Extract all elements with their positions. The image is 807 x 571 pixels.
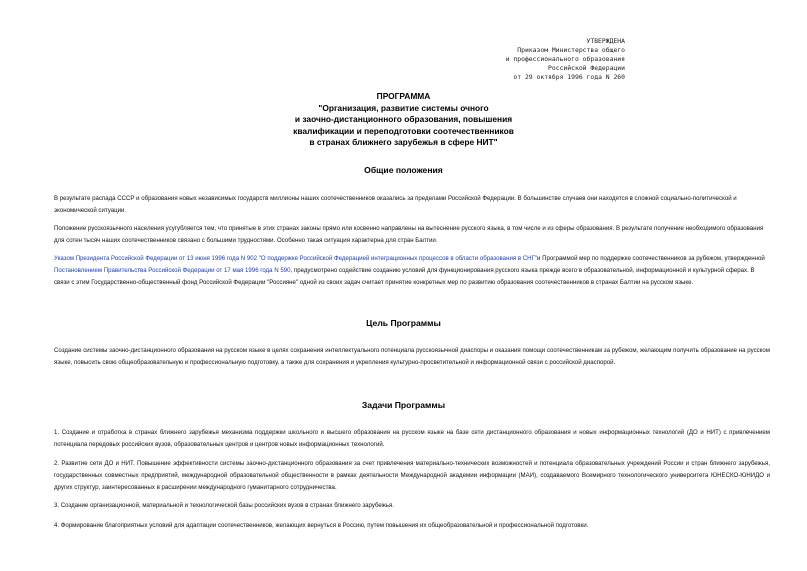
- task-item: 3. Создание организационной, материальной и технологической базы российских вузов в странах ближнего зарубежья.: [54, 502, 394, 509]
- paragraph-text: и Программой мер по поддержке соотечественников за рубежом, утвержденной: [537, 255, 765, 262]
- paragraph-text: , предусмотрено содействие созданию условий для функционирования русского языка прежде всего в образовательной, информационной и культурной сферах. В связи с этим Государственно-общественный фонд Российской Федерации "Россияне" одной из своих задач считает принятие конкретных мер по развитию образования соотечественников в странах Балтии на русском языке.: [54, 267, 755, 287]
- general-paragraph-1: В результате распада СССР и образования новых независимых государств миллионы наших соотечественников оказались за пределами Российской Федерации. В большинстве случаев они находятся в сложной социально-политической и экономической ситуации.: [54, 195, 737, 215]
- heading-program-goal: Цель Программы: [366, 318, 441, 328]
- task-item: 2. Развитие сети ДО и НИТ. Повышение эффективности системы заочно-дистанционного образования за счет привлечения материально-технических возможностей и потенциала образовательных учреждений России и стран ближнего зарубежья, государственных совместных предприятий, международной образовательной общественности в рамках деятельности Международной академии информации (МАИ), создаваемого Всемирного технологического университета ЮНЕСКО-ЮНИДО и других структур, заинтересованных в расширении международного гуманитарного сотрудничества.: [54, 460, 770, 492]
- title-line: квалификации и переподготовки соотечественников: [293, 125, 514, 136]
- general-paragraph-2: Положение русскоязычного населения усугубляется тем, что принятые в этих странах законы прямо или косвенно направлены на вытеснение русского языка, в том числе и из сферы образования. В результате получение необходимого образования для сотен тысяч наших соотечественников связано с большими трудностями. Особенно такая ситуация характерна для стран Балтии.: [54, 225, 764, 245]
- approval-line: от 29 октября 1996 года N 260: [513, 73, 625, 81]
- title-line: и заочно-дистанционного образования, повышения: [294, 114, 513, 125]
- task-item: 4. Формирование благоприятных условий для адаптации соотечественников, желающих вернуться в Россию, путем повышения их общеобразовательной и профессиональной подготовки.: [54, 522, 589, 529]
- approval-line: Российской Федерации: [548, 64, 625, 72]
- title-line: в странах ближнего зарубежья в сфере НИТ": [309, 137, 498, 148]
- approval-line: и профессионального образования: [505, 55, 625, 63]
- title-line: ПРОГРАММА: [376, 91, 431, 101]
- heading-program-tasks: Задачи Программы: [361, 400, 446, 410]
- general-paragraph-3: [38, 253, 770, 289]
- approval-line: Приказом Министерства общего: [517, 46, 625, 54]
- decree-link[interactable]: Указом Президента Российской Федерации от 13 июня 1996 года N 902 "О поддержке Российской Федерацией интеграционных процессов в области образования в СНГ": [54, 255, 538, 262]
- heading-general-provisions: Общие положения: [364, 165, 443, 175]
- program-title: [0, 91, 807, 149]
- resolution-link[interactable]: Постановлением Правительства Российской Федерации от 17 мая 1996 года N 590: [54, 267, 291, 275]
- approval-line: УТВЕРЖДЕНА: [586, 37, 625, 45]
- approval-stamp: [506, 37, 625, 82]
- task-item: 1. Создание и отработка в странах ближнего зарубежья механизма поддержки школьного и высшего образования на русском языке на базе сети дистанционного образования и новых информационных технологий (ДО и НИТ) с привлечением потенциала передовых российских вузов, образовательных центров и центров новых информационных технологий.: [54, 429, 770, 449]
- title-line: "Организация, развитие системы очного: [318, 102, 489, 113]
- goal-paragraph: Создание системы заочно-дистанционного образования на русском языке в целях сохранения интеллектуального потенциала русскоязычной диаспоры и оказания помощи соотечественникам за рубежом, желающим получить образование на русском языке, повысить свою общеобразовательную и профессиональную подготовку, а также для сохранения и укрепления культурно-просветительной и информационной связи с российской диаспорой.: [54, 347, 770, 367]
